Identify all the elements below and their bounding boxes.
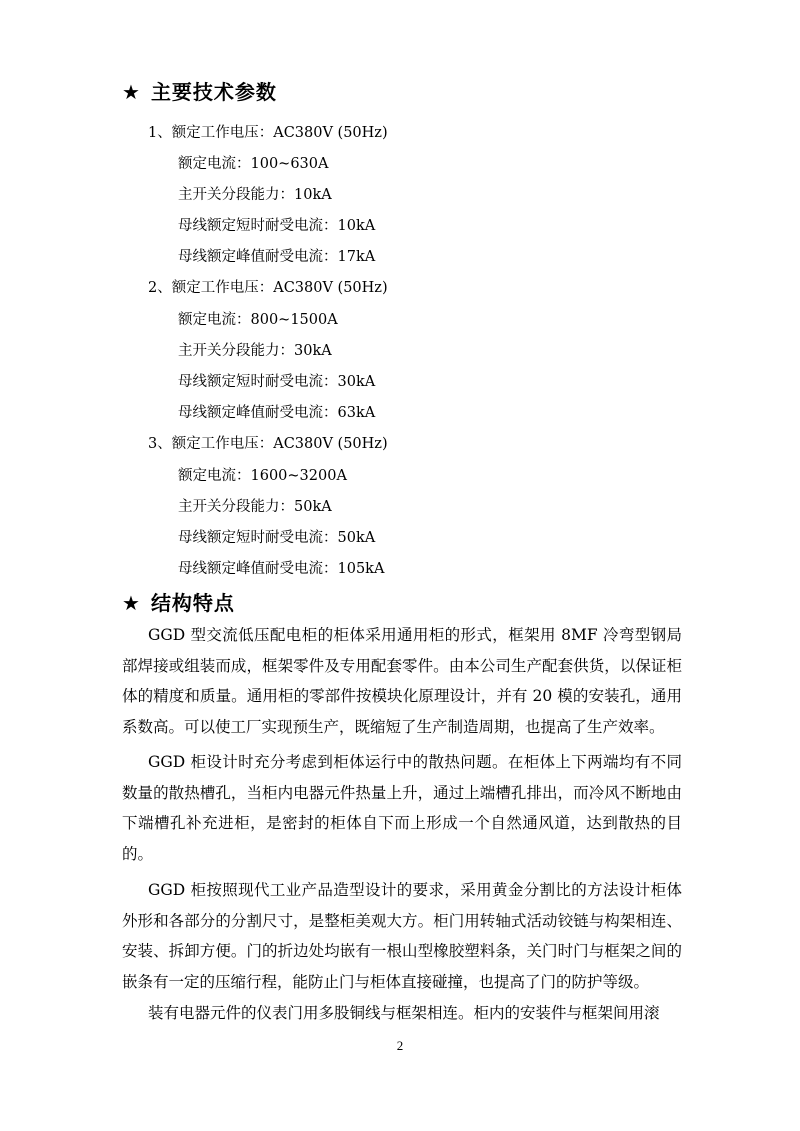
param-group-head: 2、额定工作电压：AC380V (50Hz) [148,280,388,296]
param-item: 主开关分段能力：10kA [178,187,332,203]
param-item: 主开关分段能力：30kA [178,343,332,359]
body-paragraph: 装有电器元件的仪表门用多股铜线与框架相连。柜内的安装件与框架间用滚 [148,1004,660,1022]
star-icon: ★ [122,591,141,615]
param-item: 母线额定峰值耐受电流：17kA [178,249,376,265]
param-item: 额定电流：100~630A [178,156,329,172]
param-group-head: 3、额定工作电压：AC380V (50Hz) [148,436,388,452]
section-title: 主要技术参数 [150,80,277,104]
section-heading-structure [122,587,235,616]
param-item: 母线额定峰值耐受电流：105kA [178,561,385,577]
body-paragraph: GGD 柜设计时充分考虑到柜体运行中的散热问题。在柜体上下两端均有不同数量的散热槽孔，当柜内电器元件热量上升，通过上端槽孔排出，而冷风不断地由下端槽孔补充进柜，是密封的柜体自下而上形成一个自然通风道，达到散热的目的。 [122,753,682,863]
param-item: 母线额定短时耐受电流：30kA [178,374,376,390]
body-paragraph: GGD 柜按照现代工业产品造型设计的要求，采用黄金分割比的方法设计柜体外形和各部分的分割尺寸，是整柜美观大方。柜门用转轴式活动铰链与构架相连、安装、拆卸方便。门的折边处均嵌有一根山型橡胶塑料条，关门时门与框架之间的嵌条有一定的压缩行程，能防止门与柜体直接碰撞，也提高了门的防护等级。 [122,881,682,991]
body-paragraph: GGD 型交流低压配电柜的柜体采用通用柜的形式，框架用 8MF 冷弯型钢局部焊接或组装而成，框架零件及专用配套零件。由本公司生产配套供货，以保证柜体的精度和质量。通用柜的零部件按模块化原理设计，并有 20 模的安装孔，通用系数高。可以使工厂实现预生产，既缩短了生产制造周期，也提高了生产效率。 [122,626,682,736]
param-item: 额定电流：800~1500A [178,312,338,328]
page-number: 2 [396,1038,404,1053]
param-item: 母线额定峰值耐受电流：63kA [178,405,376,421]
section-heading-main-params [122,76,277,105]
param-item: 母线额定短时耐受电流：50kA [178,530,376,546]
param-item: 额定电流：1600~3200A [178,468,347,484]
star-icon: ★ [122,80,141,104]
section-title: 结构特点 [150,591,235,615]
param-item: 主开关分段能力：50kA [178,499,332,515]
param-group-head: 1、额定工作电压：AC380V (50Hz) [148,125,388,141]
param-item: 母线额定短时耐受电流：10kA [178,218,376,234]
